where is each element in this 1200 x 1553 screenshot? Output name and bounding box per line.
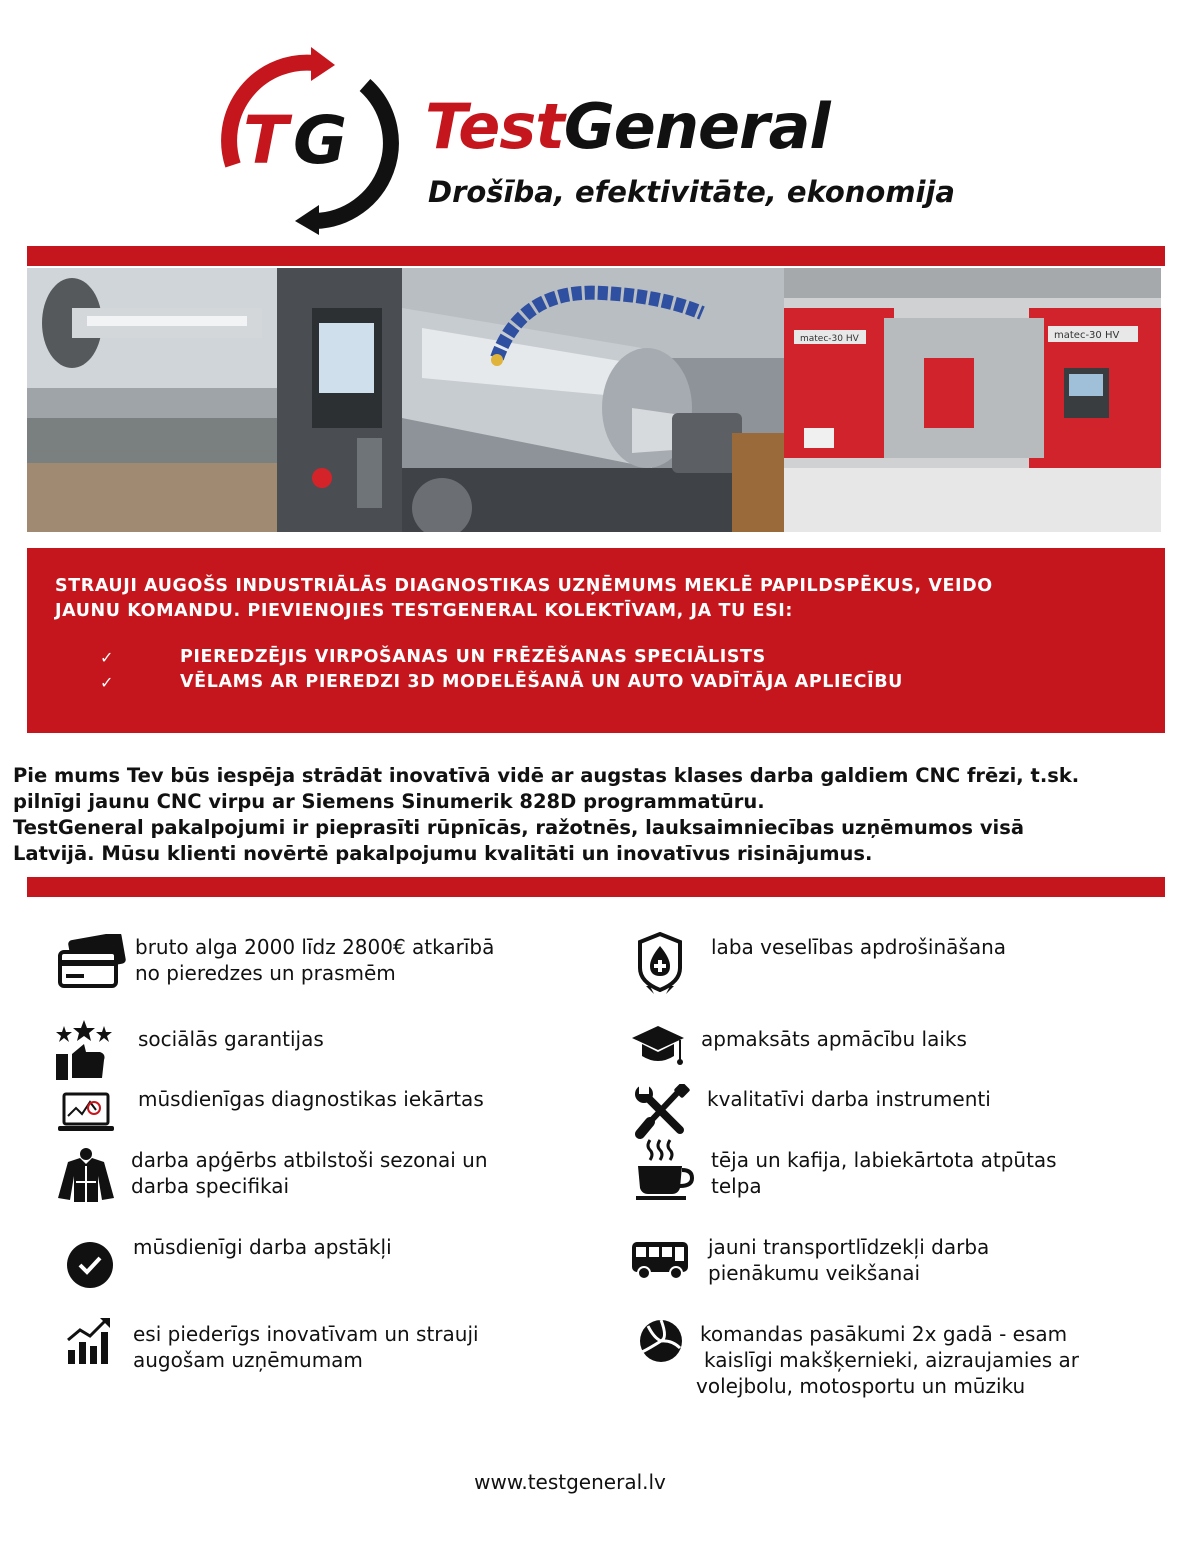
wrench-screwdriver-icon xyxy=(634,1084,690,1140)
brand-name-part1: Test xyxy=(425,90,564,163)
website-link[interactable]: www.testgeneral.lv xyxy=(474,1470,666,1494)
requirement-2: VĒLAMS AR PIEREDZI 3D MODELĒŠANĀ UN AUTO VADĪTĀJA APLIECĪBU xyxy=(180,672,903,692)
benefit-coffee-line2: telpa xyxy=(711,1174,762,1198)
cnc-lathe-photo xyxy=(27,268,402,532)
coffee-cup-icon xyxy=(636,1136,694,1200)
benefit-salary-line1: bruto alga 2000 līdz 2800€ atkarībā xyxy=(135,935,495,959)
logo-initial-g: G xyxy=(293,102,348,179)
check-icon: ✓ xyxy=(100,648,115,667)
check-circle-icon xyxy=(66,1241,114,1289)
info-line-2: JAUNU KOMANDU. PIEVIENOJIES TESTGENERAL KOLEKTĪVAM, JA TU ESI: xyxy=(55,601,793,621)
brand-name xyxy=(425,90,830,163)
intro-line-3: TestGeneral pakalpojumi ir pieprasīti rūpnīcās, ražotnēs, lauksaimniecības uzņēmumos visā xyxy=(13,816,1024,839)
benefit-growth-line1: esi piederīgs inovatīvam un strauji xyxy=(133,1322,479,1346)
bus-icon xyxy=(630,1240,690,1280)
benefit-tools: kvalitatīvi darba instrumenti xyxy=(707,1087,991,1111)
logo-emblem xyxy=(215,45,405,235)
growth-chart-icon xyxy=(66,1318,112,1366)
brand-name-part2: General xyxy=(563,90,830,163)
benefit-workwear-line1: darba apģērbs atbilstoši sezonai un xyxy=(131,1148,488,1172)
info-line-1: STRAUJI AUGOŠS INDUSTRIĀLĀS DIAGNOSTIKAS UZŅĒMUMS MEKLĒ PAPILDSPĒKUS, VEIDO xyxy=(55,576,993,596)
check-icon: ✓ xyxy=(100,673,115,692)
intro-line-2: pilnīgi jaunu CNC virpu ar Siemens Sinumerik 828D programmatūru. xyxy=(13,790,765,813)
stars-thumbs-up-icon xyxy=(52,1020,116,1082)
intro-line-4: Latvijā. Mūsu klienti novērtē pakalpojumu kvalitāti un inovatīvus risinājumus. xyxy=(13,842,873,865)
benefit-workwear-line2: darba specifikai xyxy=(131,1174,290,1198)
volleyball-icon xyxy=(638,1318,684,1364)
turning-tool-photo xyxy=(402,268,784,532)
benefit-training: apmaksāts apmācību laiks xyxy=(701,1027,967,1051)
benefit-salary-line2: no pieredzes un prasmēm xyxy=(135,961,396,985)
benefit-vehicles-line1: jauni transportlīdzekļi darba xyxy=(708,1235,990,1259)
benefit-growth-line2: augošam uzņēmumam xyxy=(133,1348,363,1372)
credit-cards-icon xyxy=(56,934,128,990)
machine-label-left: matec-30 HV xyxy=(800,334,859,344)
machine-label-right: matec-30 HV xyxy=(1054,330,1120,341)
benefit-vehicles-line2: pienākumu veikšanai xyxy=(708,1261,921,1285)
workwear-jacket-icon xyxy=(54,1146,118,1202)
benefit-team-line3: volejbolu, motosportu un mūziku xyxy=(696,1374,1026,1398)
middle-divider-bar xyxy=(27,877,1165,897)
benefit-health: laba veselības apdrošināšana xyxy=(711,935,1007,959)
logo-initial-t: T xyxy=(243,102,289,179)
top-divider-bar xyxy=(27,246,1165,266)
benefit-diagnostics: mūsdienīgas diagnostikas iekārtas xyxy=(138,1087,484,1111)
benefit-team-line2: kaislīgi makšķernieki, aizraujamies ar xyxy=(704,1348,1079,1372)
benefit-coffee-line1: tēja un kafija, labiekārtota atpūtas xyxy=(711,1148,1057,1172)
milling-machine-photo xyxy=(784,268,1161,532)
benefit-conditions: mūsdienīgi darba apstākļi xyxy=(133,1235,392,1259)
laptop-diagnostics-icon xyxy=(56,1090,116,1134)
intro-line-1: Pie mums Tev būs iespēja strādāt inovatīvā vidē ar augstas klases darba galdiem CNC frēzi, t.sk. xyxy=(13,764,1080,787)
graduation-cap-icon xyxy=(630,1024,686,1068)
health-shield-icon xyxy=(636,932,684,996)
requirement-1: PIEREDZĒJIS VIRPOŠANAS UN FRĒZĒŠANAS SPECIĀLISTS xyxy=(180,647,766,667)
benefit-team-line1: komandas pasākumi 2x gadā - esam xyxy=(700,1322,1068,1346)
tagline: Drošība, efektivitāte, ekonomija xyxy=(428,175,955,209)
benefit-social: sociālās garantijas xyxy=(138,1027,324,1051)
